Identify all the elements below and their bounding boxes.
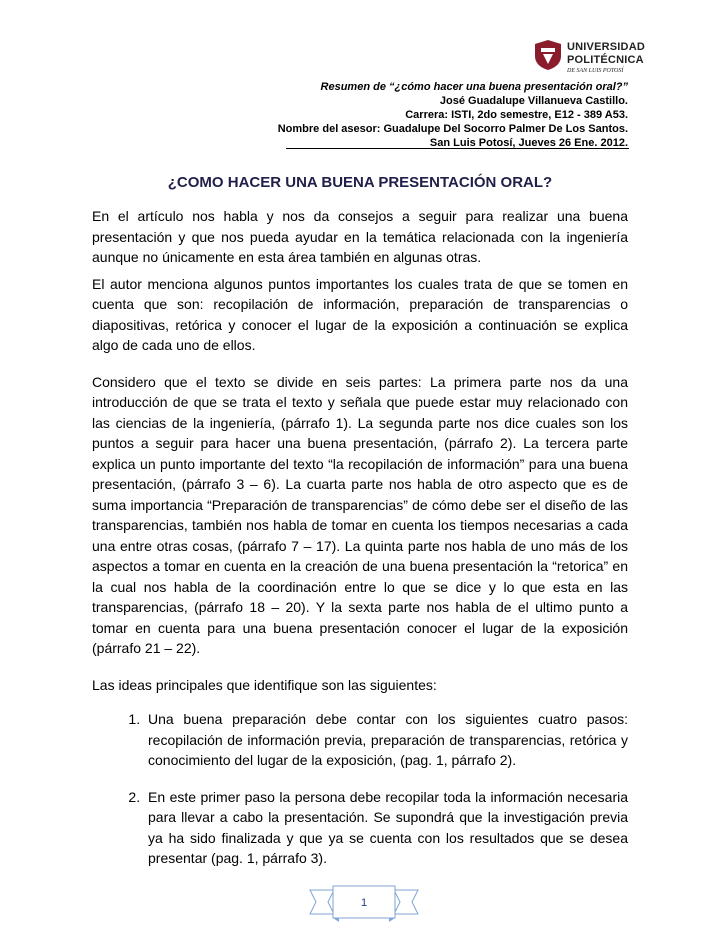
- paragraph-3: Considero que el texto se divide en seis partes: La primera parte nos da una introducción de que se trata el texto y señala que puede estar muy relacionado con las ciencias de la ingeniería, (párrafo 1). La segunda parte nos dice cuales son los puntos a seguir para hacer una buena presentación, (párrafo 2). La tercera parte explica un punto importante del texto “la recopilación de información” para una buena presentación, (párrafo 3 – 6). La cuarta parte nos habla de otro aspecto que es de suma importancia “Preparación de transparencias” de cómo debe ser el diseño de las transparencias, también nos habla de tomar en cuenta los tiempos necesarias a cada una entre otras cosas, (párrafo 7 – 17). La quinta parte nos habla de uno más de los aspectos a tomar en cuenta en la creación de una buena presentación la “retorica” en la cual nos habla de la coordinación entre lo que se dice y lo que esta en las transparencias, (párrafo 18 – 20). Y la sexta parte nos habla de el ultimo punto a tomar en cuenta para una buena presentación conocer el lugar de la exposición (párrafo 21 – 22).: [92, 373, 628, 656]
- paragraph-2: El autor menciona algunos puntos importantes los cuales trata de que se tomen en cuenta que son: recopilación de información, preparación de transparencias o diapositivas, retórica y conocer el lugar de la exposición a continuación se explica algo de cada uno de ellos.: [92, 275, 628, 353]
- document-body: [92, 206, 628, 885]
- university-emblem-icon: [531, 38, 565, 72]
- main-ideas-list: [92, 709, 628, 869]
- header-divider: [286, 148, 629, 149]
- header-advisor: Nombre del asesor: Guadalupe Del Socorro Palmer De Los Santos.: [277, 123, 628, 135]
- logo-line-3: DE SAN LUIS POTOSÍ: [567, 68, 624, 74]
- document-title: ¿COMO HACER UNA BUENA PRESENTACIÓN ORAL?: [167, 174, 553, 191]
- header-summary-title: Resumen de “¿cómo hacer una buena presentación oral?”: [320, 81, 628, 93]
- header-place-date: San Luis Potosí, Jueves 26 Ene. 2012.: [429, 137, 628, 149]
- list-item: 2. En este primer paso la persona debe recopilar toda la información necesaria para llevar a cabo la presentación. Se supondrá que la investigación previa ya ha sido finalizada y que ya se cuenta con los resultados que se desea presentar (pag. 1, párrafo 3).: [144, 787, 628, 869]
- page-number: 1: [360, 897, 368, 909]
- paragraph-1: En el artículo nos habla y nos da consejos a seguir para realizar una buena presentación y que nos pueda ayudar en la temática relacionada con la ingeniería aunque no únicamente en esta área también en algunas otras.: [92, 208, 628, 265]
- header-author: José Guadalupe Villanueva Castillo.: [439, 95, 628, 107]
- list-item: 1. Una buena preparación debe contar con los siguientes cuatro pasos: recopilación de información previa, preparación de transparencias, retórica y conocimiento del lugar de la exposición, (pag. 1, párrafo 2).: [144, 709, 628, 771]
- document-header: [168, 80, 628, 150]
- logo-line-2: POLITÉCNICA: [567, 54, 644, 66]
- university-logo: [531, 38, 645, 86]
- header-career: Carrera: ISTI, 2do semestre, E12 - 389 A53.: [405, 109, 628, 121]
- logo-line-1: UNIVERSIDAD: [567, 41, 645, 53]
- paragraph-4: Las ideas principales que identifique son las siguientes:: [92, 676, 437, 693]
